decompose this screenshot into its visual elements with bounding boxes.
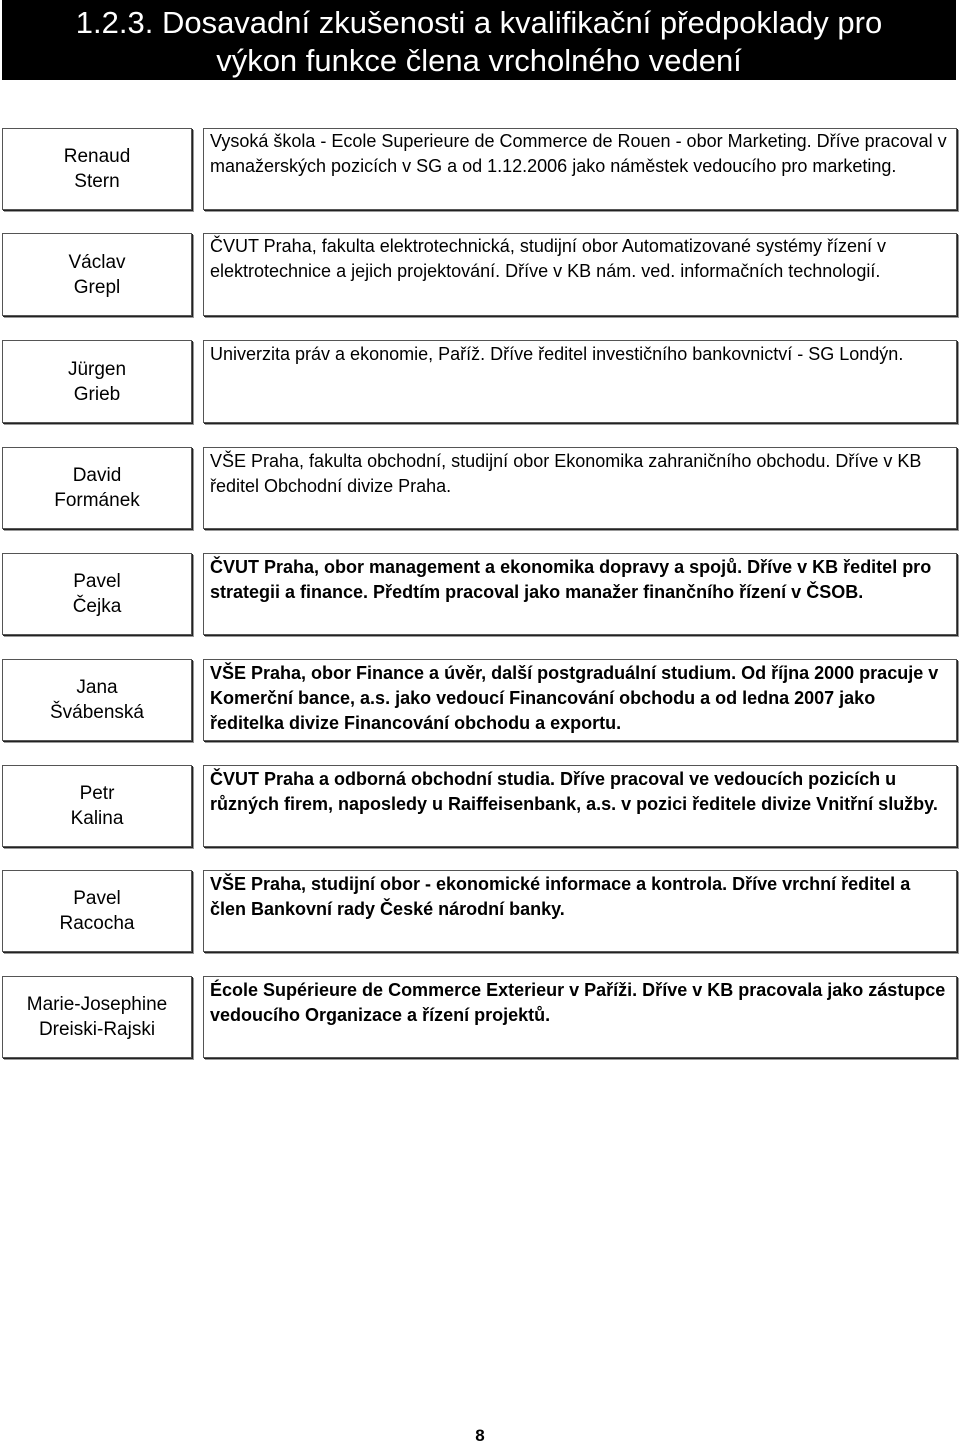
member-name-box: [2, 340, 192, 423]
member-description-box: [203, 765, 957, 847]
member-description-box: [203, 976, 957, 1058]
member-description: VŠE Praha, obor Finance a úvěr, další postgraduální studium. Od října 2000 pracuje v Komerční bance, a.s. jako vedoucí Financování obchodu a od ledna 2007 jako ředitelka divize Financování obchodu a exportu.: [210, 663, 939, 733]
member-description-box: [203, 553, 957, 635]
section-title-line-2: výkon funkce člena vrcholného vedení: [216, 43, 742, 78]
member-name-box: [2, 128, 192, 210]
member-last-name: Formánek: [54, 490, 140, 511]
member-name-box: [2, 553, 192, 635]
member-last-name: Dreiski-Rajski: [38, 1019, 156, 1040]
member-name-box: [2, 447, 192, 529]
page-number: 8: [475, 1426, 485, 1445]
member-description: ČVUT Praha, fakulta elektrotechnická, studijní obor Automatizované systémy řízení v elektrotechnice a jejich projektování. Dříve v KB nám. ved. informačních technologií.: [210, 236, 886, 281]
member-description-box: [203, 340, 957, 423]
member-name-box: [2, 765, 192, 847]
member-last-name: Čejka: [72, 596, 122, 617]
member-last-name: Švábenská: [49, 702, 144, 723]
section-title-line-1: 1.2.3. Dosavadní zkušenosti a kvalifikační předpoklady pro: [75, 5, 883, 40]
member-first-name: Pavel: [73, 888, 121, 909]
member-first-name: Marie-Josephine: [26, 994, 168, 1015]
member-description-box: [203, 128, 957, 210]
member-first-name: Jürgen: [67, 358, 127, 380]
member-description: VŠE Praha, studijní obor - ekonomické informace a kontrola. Dříve vrchní ředitel a člen Bankovní rady České národní banky.: [210, 874, 911, 919]
member-description: ČVUT Praha a odborná obchodní studia. Dříve pracoval ve vedoucích pozicích u různých firem, naposledy u Raiffeisenbank, a.s. v pozici ředitele divize Vnitřní služby.: [210, 769, 938, 814]
member-description: Univerzita práv a ekonomie, Paříž. Dříve ředitel investičního bankovnictví - SG Londýn.: [210, 344, 904, 364]
member-last-name: Grieb: [73, 383, 121, 405]
member-description-box: [203, 870, 957, 952]
section-title: [2, 0, 956, 80]
member-description-box: [203, 233, 957, 316]
member-first-name: Václav: [68, 251, 126, 273]
member-last-name: Stern: [74, 171, 120, 192]
member-description: Vysoká škola - Ecole Superieure de Commerce de Rouen - obor Marketing. Dříve pracoval v manažerských pozicích v SG a od 1.12.2006 jako náměstek vedoucího pro marketing.: [210, 131, 947, 176]
member-first-name: Petr: [79, 783, 115, 804]
member-description: VŠE Praha, fakulta obchodní, studijní obor Ekonomika zahraničního obchodu. Dříve v KB ředitel Obchodní divize Praha.: [210, 451, 922, 496]
member-last-name: Kalina: [70, 808, 124, 829]
member-first-name: Renaud: [63, 146, 131, 167]
member-first-name: Pavel: [73, 571, 121, 592]
member-description-box: [203, 659, 957, 741]
member-first-name: David: [72, 465, 122, 486]
member-name-box: [2, 976, 192, 1058]
member-first-name: Jana: [76, 677, 118, 698]
member-last-name: Racocha: [59, 913, 135, 934]
member-description: ČVUT Praha, obor management a ekonomika dopravy a spojů. Dříve v KB ředitel pro strategii a finance. Předtím pracoval jako manažer finančního řízení v ČSOB.: [210, 557, 932, 602]
member-name-box: [2, 233, 192, 316]
member-description-box: [203, 447, 957, 529]
member-last-name: Grepl: [73, 276, 121, 298]
member-name-box: [2, 659, 192, 741]
member-name-box: [2, 870, 192, 952]
member-description: École Supérieure de Commerce Exterieur v Paříži. Dříve v KB pracovala jako zástupce vedoucího Organizace a řízení projektů.: [210, 980, 946, 1025]
